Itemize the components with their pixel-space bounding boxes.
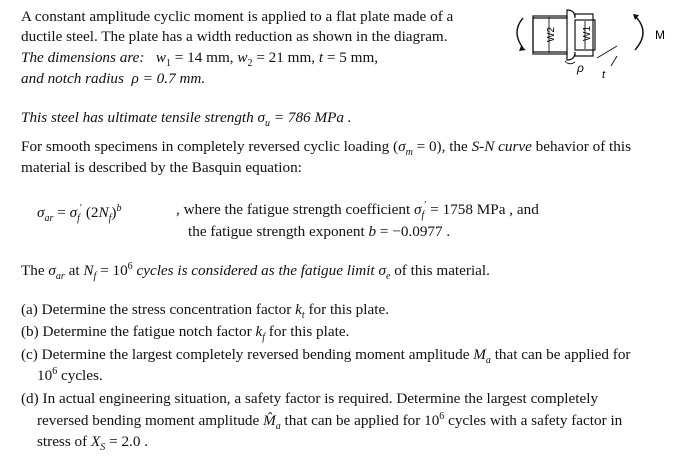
basquin-desc-2: the fatigue strength exponent b = −0.0977 . bbox=[188, 223, 451, 240]
w2-label: W2 bbox=[546, 27, 557, 42]
question-a: (a) Determine the stress concentration factor $k_t$ for this plate. bbox=[21, 301, 389, 322]
question-b: (b) Determine the fatigue notch factor $k_f$ for this plate. bbox=[21, 323, 350, 344]
intro-line-2: ductile steel. The plate has a width reduction as shown in the diagram. bbox=[21, 28, 448, 45]
w1-label: W1 bbox=[582, 26, 593, 41]
intro-line-1: A constant amplitude cyclic moment is applied to a flat plate made of a bbox=[21, 8, 454, 25]
fatigue-limit-line: The $\sigma_{ar}$ at $N_f = 10^6$ cycles is considered as the fatigue limit $\sigma_e$ of this material. bbox=[21, 260, 490, 283]
question-d-line-1: (d) In actual engineering situation, a safety factor is required. Determine the largest completely bbox=[21, 390, 599, 407]
moment-label: M bbox=[655, 28, 665, 42]
question-c-line-1: (c) Determine the largest completely reversed bending moment amplitude $M_a$ that can be applied for bbox=[21, 346, 631, 367]
question-d-line-3: stress of $X_S = 2.0$ . bbox=[37, 433, 149, 454]
intro-line-3: The dimensions are: $w_1 = 14$ mm, $w_2 = 21$ mm, t = 5 mm, bbox=[21, 49, 379, 70]
moment-arc-right bbox=[635, 16, 643, 50]
question-d-line-2: reversed bending moment amplitude $M̂_a$ that can be applied for $10^6$ cycles with a safety factor in bbox=[37, 410, 623, 433]
basquin-equation: $\sigma_{ar} = \sigma_f'$ $(2N_f)^b$ bbox=[37, 202, 122, 225]
t-label: t bbox=[602, 69, 606, 81]
intro-line-4: and notch radius ρ = 0.7 mm. bbox=[21, 70, 206, 87]
smooth-line-1: For smooth specimens in completely reversed cyclic loading $(\sigma_m = 0)$, the S-N curve behavior of this bbox=[21, 138, 631, 159]
rho-label: ρ bbox=[577, 61, 584, 75]
moment-arc-left bbox=[517, 18, 523, 48]
smooth-line-2: material is described by the Basquin equation: bbox=[21, 159, 302, 176]
question-c-line-2: $10^6$ cycles. bbox=[37, 365, 103, 384]
uts-line: This steel has ultimate tensile strength $\sigma_u = 786$ MPa . bbox=[21, 109, 352, 130]
notched-plate-diagram bbox=[505, 6, 677, 84]
basquin-desc-1: , where the fatigue strength coefficient $\sigma_f' = 1758$ MPa , and bbox=[176, 199, 539, 222]
